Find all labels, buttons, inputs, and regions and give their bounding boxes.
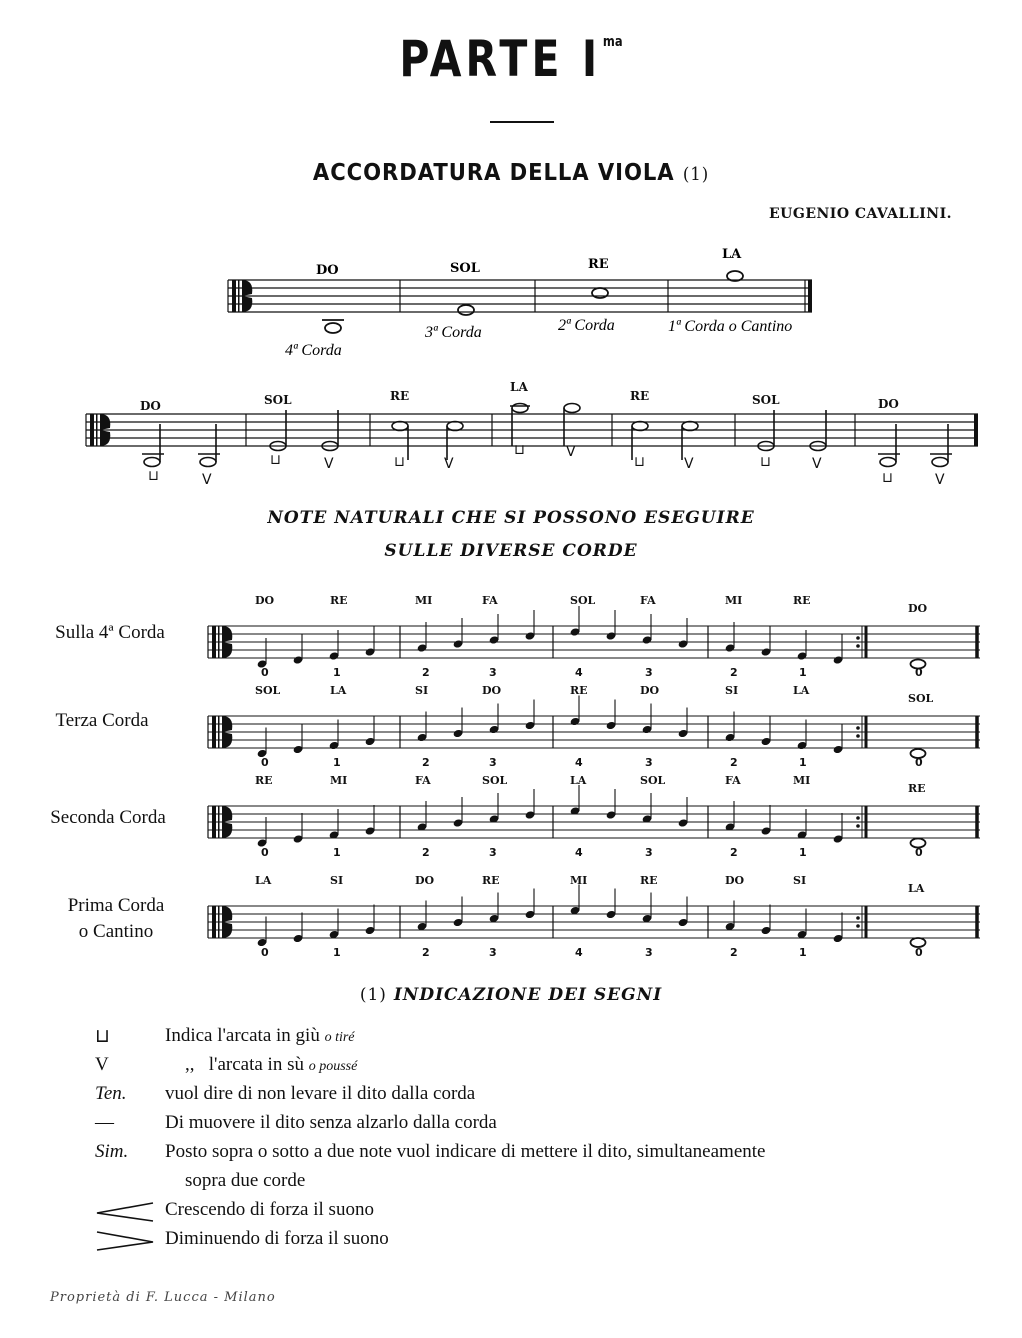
bowing-note-label: DO xyxy=(878,397,899,411)
up-bow-icon: V xyxy=(935,472,945,488)
note-name-label: MI xyxy=(793,774,811,787)
note-name-label: MI xyxy=(570,874,588,887)
note-name-label: DO xyxy=(415,874,435,887)
down-bow-icon: ⊔ xyxy=(270,452,281,468)
note-name-label: SOL xyxy=(482,774,508,787)
finger-number: 3 xyxy=(489,666,497,679)
finger-number: 0 xyxy=(915,946,923,959)
note-name-label: SI xyxy=(725,684,739,697)
down-bow-icon: ⊔ xyxy=(514,442,525,458)
repeat-dot xyxy=(856,916,860,920)
legend-heading xyxy=(0,985,1022,1005)
tuning-string-label: 3ª Corda xyxy=(425,324,482,341)
tuning-string-label: 4ª Corda xyxy=(285,342,342,359)
note-name-label: RE xyxy=(255,774,273,787)
diminuendo-icon xyxy=(95,1230,155,1254)
note-name-label: SI xyxy=(793,874,807,887)
note-name-label: RE xyxy=(793,594,811,607)
repeat-dot xyxy=(856,636,860,640)
finger-number: 2 xyxy=(730,666,738,679)
down-bow-icon: ⊔ xyxy=(760,454,771,470)
note-name-label: MI xyxy=(415,594,433,607)
dash-icon: — xyxy=(95,1112,114,1133)
finger-number: 2 xyxy=(422,846,430,859)
repeat-dot xyxy=(856,734,860,738)
note-name-label: SOL xyxy=(255,684,281,697)
note-name-label: DO xyxy=(640,684,660,697)
legend-heading-text: INDICAZIONE DEI SEGNI xyxy=(393,985,663,1005)
finger-number: 3 xyxy=(645,846,653,859)
finger-number: 1 xyxy=(799,756,807,769)
bowing-note-label: DO xyxy=(140,399,161,413)
finger-number: 2 xyxy=(422,756,430,769)
repeat-dot xyxy=(856,824,860,828)
legend-description: Diminuendo di forza il suono xyxy=(165,1228,389,1249)
down-bow-icon: ⊔ xyxy=(148,468,159,484)
note-name-label: RE xyxy=(482,874,500,887)
section-heading-text: ACCORDATURA DELLA VIOLA xyxy=(312,160,675,186)
legend-description: ,, l'arcata in sù xyxy=(185,1054,304,1075)
finger-number: 0 xyxy=(261,846,269,859)
alto-clef-icon xyxy=(212,716,216,748)
down-bow-icon: ⊔ xyxy=(634,454,645,470)
note-name-label: RE xyxy=(330,594,348,607)
alto-clef-icon xyxy=(218,716,220,748)
repeat-dot xyxy=(856,644,860,648)
legend-text xyxy=(165,1025,355,1047)
natural-notes-heading-2: SULLE DIVERSE CORDE xyxy=(384,541,638,561)
page-title-text: PARTE I xyxy=(399,30,602,88)
down-bow-icon: ⊔ xyxy=(95,1026,110,1047)
note-name-label: SOL xyxy=(640,774,666,787)
alto-clef-icon xyxy=(218,906,220,938)
note-name-label: SI xyxy=(415,684,429,697)
finger-number: 2 xyxy=(422,666,430,679)
finger-number: 4 xyxy=(575,666,583,679)
finger-number: 1 xyxy=(799,946,807,959)
up-bow-icon: V xyxy=(324,456,334,472)
finger-number: 1 xyxy=(333,846,341,859)
finger-number: 3 xyxy=(489,946,497,959)
tuning-string-label: 1ª Corda o Cantino xyxy=(668,318,793,335)
note-name-label: FA xyxy=(640,594,656,607)
legend-extra: o tiré xyxy=(324,1030,355,1045)
finger-number: 1 xyxy=(799,846,807,859)
finger-number: 4 xyxy=(575,756,583,769)
repeat-dot xyxy=(856,816,860,820)
finger-number: 3 xyxy=(645,756,653,769)
finger-number: 2 xyxy=(422,946,430,959)
note-name-label: LA xyxy=(570,774,587,787)
legend-description: Di muovere il dito senza alzarlo dalla corda xyxy=(165,1112,497,1133)
note-name-label: SI xyxy=(330,874,344,887)
repeat-dot xyxy=(856,726,860,730)
legend-symbol: Ten. xyxy=(95,1083,127,1104)
finger-number: 4 xyxy=(575,846,583,859)
natural-notes-heading-1: NOTE NATURALI CHE SI POSSONO ESEGUIRE xyxy=(267,508,755,528)
bowing-note-label: SOL xyxy=(264,393,292,407)
bowing-note-label: SOL xyxy=(752,393,780,407)
footnote-mark: (1) xyxy=(359,985,387,1005)
note-name-label: FA xyxy=(415,774,431,787)
finger-number: 2 xyxy=(730,946,738,959)
tuning-string-label: 2ª Corda xyxy=(558,317,615,334)
finger-number: 0 xyxy=(261,666,269,679)
alto-clef-icon xyxy=(212,906,216,938)
legend-symbol: Sim. xyxy=(95,1141,129,1162)
tuning-note-label: SOL xyxy=(450,261,480,276)
note-name-label: DO xyxy=(482,684,502,697)
finger-number: 3 xyxy=(489,756,497,769)
up-bow-icon: V xyxy=(684,456,694,472)
tuning-note-label: LA xyxy=(722,247,742,262)
note-name-label: MI xyxy=(725,594,743,607)
note-name-label: MI xyxy=(330,774,348,787)
finger-number: 0 xyxy=(915,756,923,769)
bowing-note-label: LA xyxy=(510,380,528,394)
page-title-sup: ma xyxy=(602,34,623,50)
note-name-label: SOL xyxy=(908,692,934,705)
finger-number: 0 xyxy=(261,756,269,769)
note-name-label: FA xyxy=(725,774,741,787)
legend-description: vuol dire di non levare il dito dalla corda xyxy=(165,1083,476,1104)
finger-number: 0 xyxy=(915,666,923,679)
note-name-label: LA xyxy=(330,684,347,697)
row-label-line: Prima Corda xyxy=(67,895,165,916)
row-label: Terza Corda xyxy=(55,710,149,731)
up-bow-icon: V xyxy=(202,472,212,488)
note-name-label: RE xyxy=(640,874,658,887)
footnote-mark: (1) xyxy=(682,164,710,185)
note-name-label: DO xyxy=(725,874,745,887)
row-label: Seconda Corda xyxy=(50,807,166,828)
note-name-label: LA xyxy=(908,882,925,895)
note-name-label: DO xyxy=(908,602,928,615)
legend-description: sopra due corde xyxy=(185,1170,306,1191)
alto-clef-icon xyxy=(218,626,220,658)
note-name-label: RE xyxy=(908,782,926,795)
finger-number: 4 xyxy=(575,946,583,959)
alto-clef-icon xyxy=(212,626,216,658)
legend-description: Crescendo di forza il suono xyxy=(165,1199,374,1220)
alto-clef-icon xyxy=(218,806,220,838)
finger-number: 1 xyxy=(799,666,807,679)
finger-number: 1 xyxy=(333,666,341,679)
alto-clef-icon xyxy=(212,806,216,838)
tuning-note-label: DO xyxy=(316,263,339,278)
note-name-label: SOL xyxy=(570,594,596,607)
note-name-label: LA xyxy=(793,684,810,697)
finger-number: 3 xyxy=(489,846,497,859)
down-bow-icon: ⊔ xyxy=(394,454,405,470)
repeat-dot xyxy=(856,924,860,928)
up-bow-icon: V xyxy=(444,456,454,472)
tuning-note-label: RE xyxy=(588,257,609,272)
composer-name: EUGENIO CAVALLINI. xyxy=(768,206,952,222)
finger-number: 2 xyxy=(730,846,738,859)
finger-number: 3 xyxy=(645,666,653,679)
legend-description: Posto sopra o sotto a due note vuol indicare di mettere il dito, simultaneamente xyxy=(165,1141,766,1162)
row-label-line: o Cantino xyxy=(78,921,154,942)
publisher-footer: Proprietà di F. Lucca - Milano xyxy=(50,1290,276,1305)
up-bow-icon: V xyxy=(812,456,822,472)
finger-number: 3 xyxy=(645,946,653,959)
bowing-note-label: RE xyxy=(630,389,650,403)
finger-number: 0 xyxy=(915,846,923,859)
note-name-label: DO xyxy=(255,594,275,607)
bowing-note-label: RE xyxy=(390,389,410,403)
note-name-label: LA xyxy=(255,874,272,887)
crescendo-icon xyxy=(95,1201,155,1225)
legend-description: Indica l'arcata in giù xyxy=(165,1025,320,1046)
row-label: Sulla 4ª Corda xyxy=(55,622,165,643)
legend-extra: o poussé xyxy=(308,1059,358,1074)
up-bow-icon: V xyxy=(95,1054,109,1075)
finger-number: 1 xyxy=(333,756,341,769)
note-name-label: FA xyxy=(482,594,498,607)
up-bow-icon: V xyxy=(566,444,576,460)
finger-number: 0 xyxy=(261,946,269,959)
down-bow-icon: ⊔ xyxy=(882,470,893,486)
note-name-label: RE xyxy=(570,684,588,697)
finger-number: 1 xyxy=(333,946,341,959)
legend-text xyxy=(185,1054,357,1076)
finger-number: 2 xyxy=(730,756,738,769)
